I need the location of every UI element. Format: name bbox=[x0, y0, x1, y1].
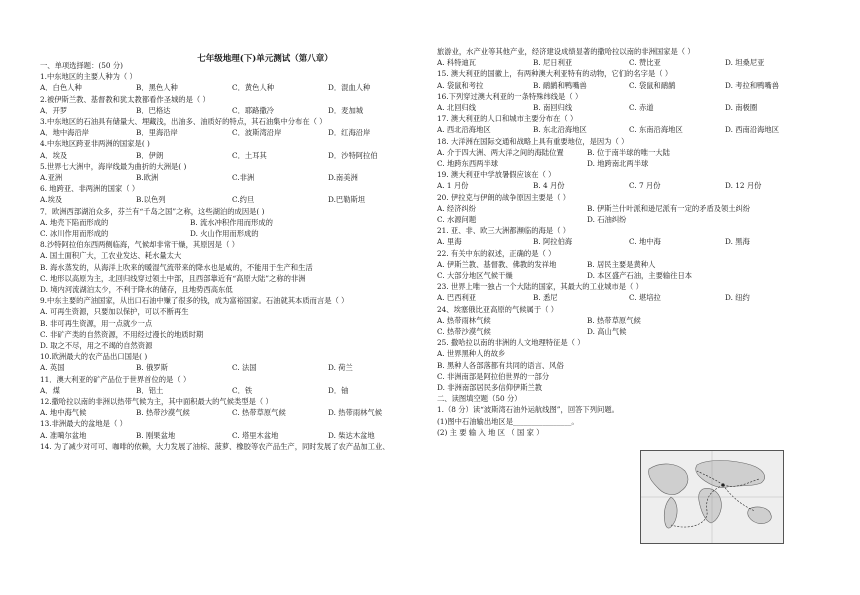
answer-option: C. 袋鼠和鸸鹋 bbox=[629, 80, 676, 90]
answer-option: A. 巴西利亚 bbox=[437, 293, 477, 303]
text-line: 5.世界七大洲中，海岸线最为曲折的大洲是( ) bbox=[40, 161, 187, 171]
answer-option: C. 赤道 bbox=[629, 103, 654, 112]
text-line: 13.非洲最大的盆地是（ ） bbox=[40, 419, 127, 429]
answer-option: A. 1 月份 bbox=[437, 181, 469, 191]
answer-option: D. 石油纠纷 bbox=[587, 215, 627, 224]
text-line: 23. 世界上唯一独占一个大陆的国家，其最大的工业城市是（ ） bbox=[437, 282, 643, 292]
text-line: 17. 澳大利亚的人口和城市主要分布在（ ） bbox=[437, 114, 578, 124]
text-line: 11．澳大利亚的矿产品位于世界首位的是（ ） bbox=[40, 374, 191, 384]
answer-option: D.巴勒斯坦 bbox=[328, 195, 366, 205]
text-line: B. 海水蒸发的，从海洋上吹来的暖湿气流带来的降水也是咸的，不能用于生产和生活 bbox=[40, 262, 313, 272]
answer-option: C. 赞比亚 bbox=[629, 58, 661, 68]
text-line: B. 非可再生资源，用一点就少一点 bbox=[40, 318, 153, 328]
text-line: B. 黑种人各部落都有共同的语言、风俗 bbox=[437, 360, 564, 370]
answer-option: C. 法国 bbox=[232, 363, 257, 373]
answer-option: A. 英国 bbox=[40, 363, 65, 373]
answer-option: B. 鸸鹋和鸭嘴兽 bbox=[533, 80, 587, 90]
answer-option: C. 地跨东西两半球 bbox=[437, 159, 499, 168]
answer-option: C. 热带沙漠气候 bbox=[437, 327, 491, 336]
text-line: 8.沙特阿拉伯东西两侧临海，气候却非常干燥，其原因是（ ） bbox=[40, 240, 239, 250]
text-line: 19. 澳大利亚中学放暑假应该在（ ） bbox=[437, 170, 556, 180]
answer-option: D. 西南沿海地区 bbox=[725, 125, 780, 135]
text-line: D. 非洲南部居民多信仰伊斯兰教 bbox=[437, 383, 543, 392]
answer-option: D. 本区盛产石油，主要输往日本 bbox=[587, 271, 693, 280]
answer-option: A. 科特迪瓦 bbox=[437, 58, 477, 68]
text-line: 20. 伊拉克与伊朗的战争原因主要是（ ） bbox=[437, 192, 570, 202]
answer-option: C．耶路撒冷 bbox=[232, 105, 275, 115]
answer-option: C. 水源问题 bbox=[437, 215, 477, 224]
text-line: 7．欧洲西部湖泊众多，芬兰有“千岛之国”之称，这些湖泊的成因是( ) bbox=[40, 206, 265, 216]
answer-option: B. 东北沿海地区 bbox=[533, 125, 587, 135]
answer-option: B. 居民主要是黄种人 bbox=[587, 259, 656, 269]
answer-option: C.约旦 bbox=[232, 195, 255, 205]
text-line: C. 地形以高原为主，北回归线穿过领土中部，且西部靠近有“高原大陆”之称的非洲 bbox=[40, 273, 306, 283]
answer-option: D. 荷兰 bbox=[328, 363, 353, 373]
answer-option: B. 流水冲积作用而形成的 bbox=[190, 217, 273, 227]
answer-option: B．里海沿岸 bbox=[136, 128, 178, 138]
answer-option: A．地中海沿岸 bbox=[40, 128, 90, 138]
answer-option: A. 准噶尔盆地 bbox=[40, 430, 87, 440]
text-line: A. 国土面积广大，工农业发达、耗水量太大 bbox=[40, 251, 182, 261]
answer-option: B. 俄罗斯 bbox=[136, 363, 168, 373]
answer-option: C．黄色人种 bbox=[232, 83, 275, 93]
answer-option: B. 尼日利亚 bbox=[533, 58, 573, 68]
answer-option: A．开罗 bbox=[40, 105, 68, 115]
answer-option: A. 热带雨林气候 bbox=[437, 315, 491, 325]
answer-option: D.南美洲 bbox=[328, 173, 358, 182]
text-line: 二、读图填空题（50 分） bbox=[437, 394, 522, 404]
answer-option: B. 4 月份 bbox=[533, 181, 565, 191]
answer-option: D．铀 bbox=[328, 385, 349, 395]
answer-option: C．波斯湾沿岸 bbox=[232, 128, 282, 138]
answer-option: A. 里海 bbox=[437, 237, 462, 247]
text-line: 15. 澳大利亚的国徽上，有两种澳大利亚特有的动物，它们的名字是（ ） bbox=[437, 69, 673, 79]
answer-option: D．麦加城 bbox=[328, 105, 364, 115]
answer-option: C．土耳其 bbox=[232, 150, 267, 160]
text-line: 旅游业，水产业等其他产业，经济建设成绩显著的撒哈拉以南的非洲国家是（ ） bbox=[437, 47, 695, 56]
text-line: 1.中东地区的主要人种为（ ） bbox=[40, 72, 137, 82]
answer-option: B. 位于南半球的唯一大陆 bbox=[587, 147, 670, 157]
answer-option: D. 黑海 bbox=[725, 237, 750, 247]
answer-option: B. 阿拉伯海 bbox=[533, 237, 573, 247]
answer-option: C. 地中海 bbox=[629, 237, 661, 247]
text-line: 1.（8 分）读“波斯湾石油外运航线图”，回答下列问题。 bbox=[437, 405, 619, 415]
text-line: (2) 主 要 输 入 地 区 （ 国 家 ） bbox=[437, 427, 544, 437]
answer-option: B. 刚果盆地 bbox=[136, 430, 176, 440]
oil-route-map bbox=[640, 450, 784, 544]
answer-option: B. 伊斯兰什叶派和逊尼派有一定的矛盾及领土纠纷 bbox=[587, 203, 751, 213]
answer-option: B.欧洲 bbox=[136, 173, 159, 182]
answer-option: A. 地壳下陷而形成的 bbox=[40, 217, 109, 227]
text-line: 25. 撒哈拉以南的非洲的人文地理特征是（ ） bbox=[437, 338, 585, 348]
text-line: 16.下列穿过澳大利亚的一条特殊纬线是（ ） bbox=[437, 91, 583, 101]
answer-option: B.以色列 bbox=[136, 195, 166, 205]
answer-option: B. 南回归线 bbox=[533, 103, 573, 112]
text-line: 14. 为了减少对可可、咖啡的依赖，大力发展了油棕、菠萝、橡胶等农产品生产，同时发展了农产品加工业、 bbox=[40, 441, 390, 451]
answer-option: C. 塔里木盆地 bbox=[232, 430, 279, 440]
text-line: 一、单项选择题：(50 分) bbox=[40, 61, 123, 70]
text-line: D. 境内河流湖泊太少，不利于降水的储存，且地势西高东低 bbox=[40, 285, 233, 294]
answer-option: D. 考拉和鸭嘴兽 bbox=[725, 80, 780, 90]
text-line: 10.欧洲最大的农产品出口国是( ) bbox=[40, 352, 148, 362]
text-line: 24、埃塞俄比亚高原的气候属于（ ） bbox=[437, 304, 559, 314]
answer-option: A. 北回归线 bbox=[437, 103, 477, 112]
answer-option: B. 悉尼 bbox=[533, 293, 558, 303]
answer-option: A. 西北沿海地区 bbox=[437, 125, 491, 135]
answer-option: D. 地跨南北两半球 bbox=[587, 159, 649, 168]
answer-option: A．埃及 bbox=[40, 150, 68, 160]
text-line: 2.被伊斯兰教、基督教和犹太教都看作圣城的是（ ） bbox=[40, 94, 210, 104]
answer-option: B. 热带草原气候 bbox=[587, 315, 641, 325]
text-line: 3.中东地区的石油具有储量大、埋藏浅，出油多、油质好的特点，其石油集中分布在（ ） bbox=[40, 117, 327, 126]
answer-option: D．混血人种 bbox=[328, 83, 371, 93]
answer-option: A. 经济纠纷 bbox=[437, 203, 477, 213]
answer-option: C. 堪培拉 bbox=[629, 293, 661, 303]
answer-option: D. 12 月份 bbox=[725, 181, 762, 191]
answer-option: D. 纽约 bbox=[725, 293, 750, 303]
answer-option: C. 大部分地区气候干燥 bbox=[437, 271, 513, 280]
answer-option: A. 伊斯兰教、基督教、佛教的发祥地 bbox=[437, 259, 557, 269]
answer-option: A.亚洲 bbox=[40, 173, 63, 182]
answer-option: A.埃及 bbox=[40, 195, 63, 205]
answer-option: C. 东南沿海地区 bbox=[629, 125, 683, 135]
answer-option: D．沙特阿拉伯 bbox=[328, 150, 378, 160]
answer-option: A. 地中海气候 bbox=[40, 408, 87, 418]
text-line: D. 取之不尽，用之不竭的自然资源 bbox=[40, 341, 153, 350]
answer-option: D. 坦桑尼亚 bbox=[725, 58, 765, 68]
answer-option: A. 介于四大洲、两大洋之间的海陆位置 bbox=[437, 147, 564, 157]
answer-option: C. 7 月份 bbox=[629, 181, 661, 191]
answer-option: D. 热带雨林气候 bbox=[328, 408, 383, 418]
text-line: 6. 地跨亚、非两洲的国家（ ） bbox=[40, 184, 140, 194]
answer-option: C. 热带草原气候 bbox=[232, 408, 286, 418]
answer-option: D. 南极圈 bbox=[725, 103, 758, 112]
answer-option: A．煤 bbox=[40, 385, 60, 395]
text-line: C. 非洲南部是阿拉伯世界的一部分 bbox=[437, 371, 550, 381]
answer-option: D. 柴达木盆地 bbox=[328, 430, 375, 440]
answer-option: B．伊朗 bbox=[136, 150, 164, 160]
text-line: 4.中东地区跨亚非两洲的国家是( ) bbox=[40, 139, 150, 149]
answer-option: C. 冰川作用而形成的 bbox=[40, 229, 109, 238]
answer-option: B. 热带沙漠气候 bbox=[136, 408, 190, 418]
text-line: 22. 有关中东的叙述，正确的是（ ） bbox=[437, 248, 556, 258]
answer-option: B．黑色人种 bbox=[136, 83, 178, 93]
world-map-icon bbox=[641, 451, 783, 543]
answer-option: C.非洲 bbox=[232, 173, 255, 182]
answer-option: D. 高山气候 bbox=[587, 327, 627, 336]
answer-option: A．白色人种 bbox=[40, 83, 82, 93]
text-line: 21. 亚、非、欧三大洲都濒临的海是（ ） bbox=[437, 226, 570, 236]
text-line: (1)图中石油输出地区是________________。 bbox=[437, 416, 579, 426]
answer-option: A. 袋鼠和考拉 bbox=[437, 80, 484, 90]
answer-option: D．红海沿岸 bbox=[328, 128, 371, 138]
text-line: A. 世界黑种人的故乡 bbox=[437, 349, 506, 359]
text-line: A. 可再生资源，只要加以保护，可以不断再生 bbox=[40, 307, 189, 317]
text-line: 9.中东主要的产油国家，从出口石油中赚了很多的钱，成为富裕国家。石油就其本质而言是（ ） bbox=[40, 296, 349, 306]
answer-option: B．巴格达 bbox=[136, 105, 171, 115]
text-line: 12.撒哈拉以南的非洲以热带气候为主，其中面积最大的气候类型是（ ） bbox=[40, 397, 273, 406]
answer-option: D. 火山作用而形成的 bbox=[190, 229, 259, 238]
page-title: 七年级地理(下)单元测试（第八章） bbox=[197, 54, 333, 64]
text-line: C. 非矿产类的自然资源，不用经过漫长的地质时期 bbox=[40, 329, 204, 339]
text-line: 18. 大洋洲在国际交通和战略上具有重要地位，是因为（ ） bbox=[437, 136, 629, 146]
answer-option: B．铝土 bbox=[136, 385, 164, 395]
answer-option: C．铁 bbox=[232, 385, 253, 395]
